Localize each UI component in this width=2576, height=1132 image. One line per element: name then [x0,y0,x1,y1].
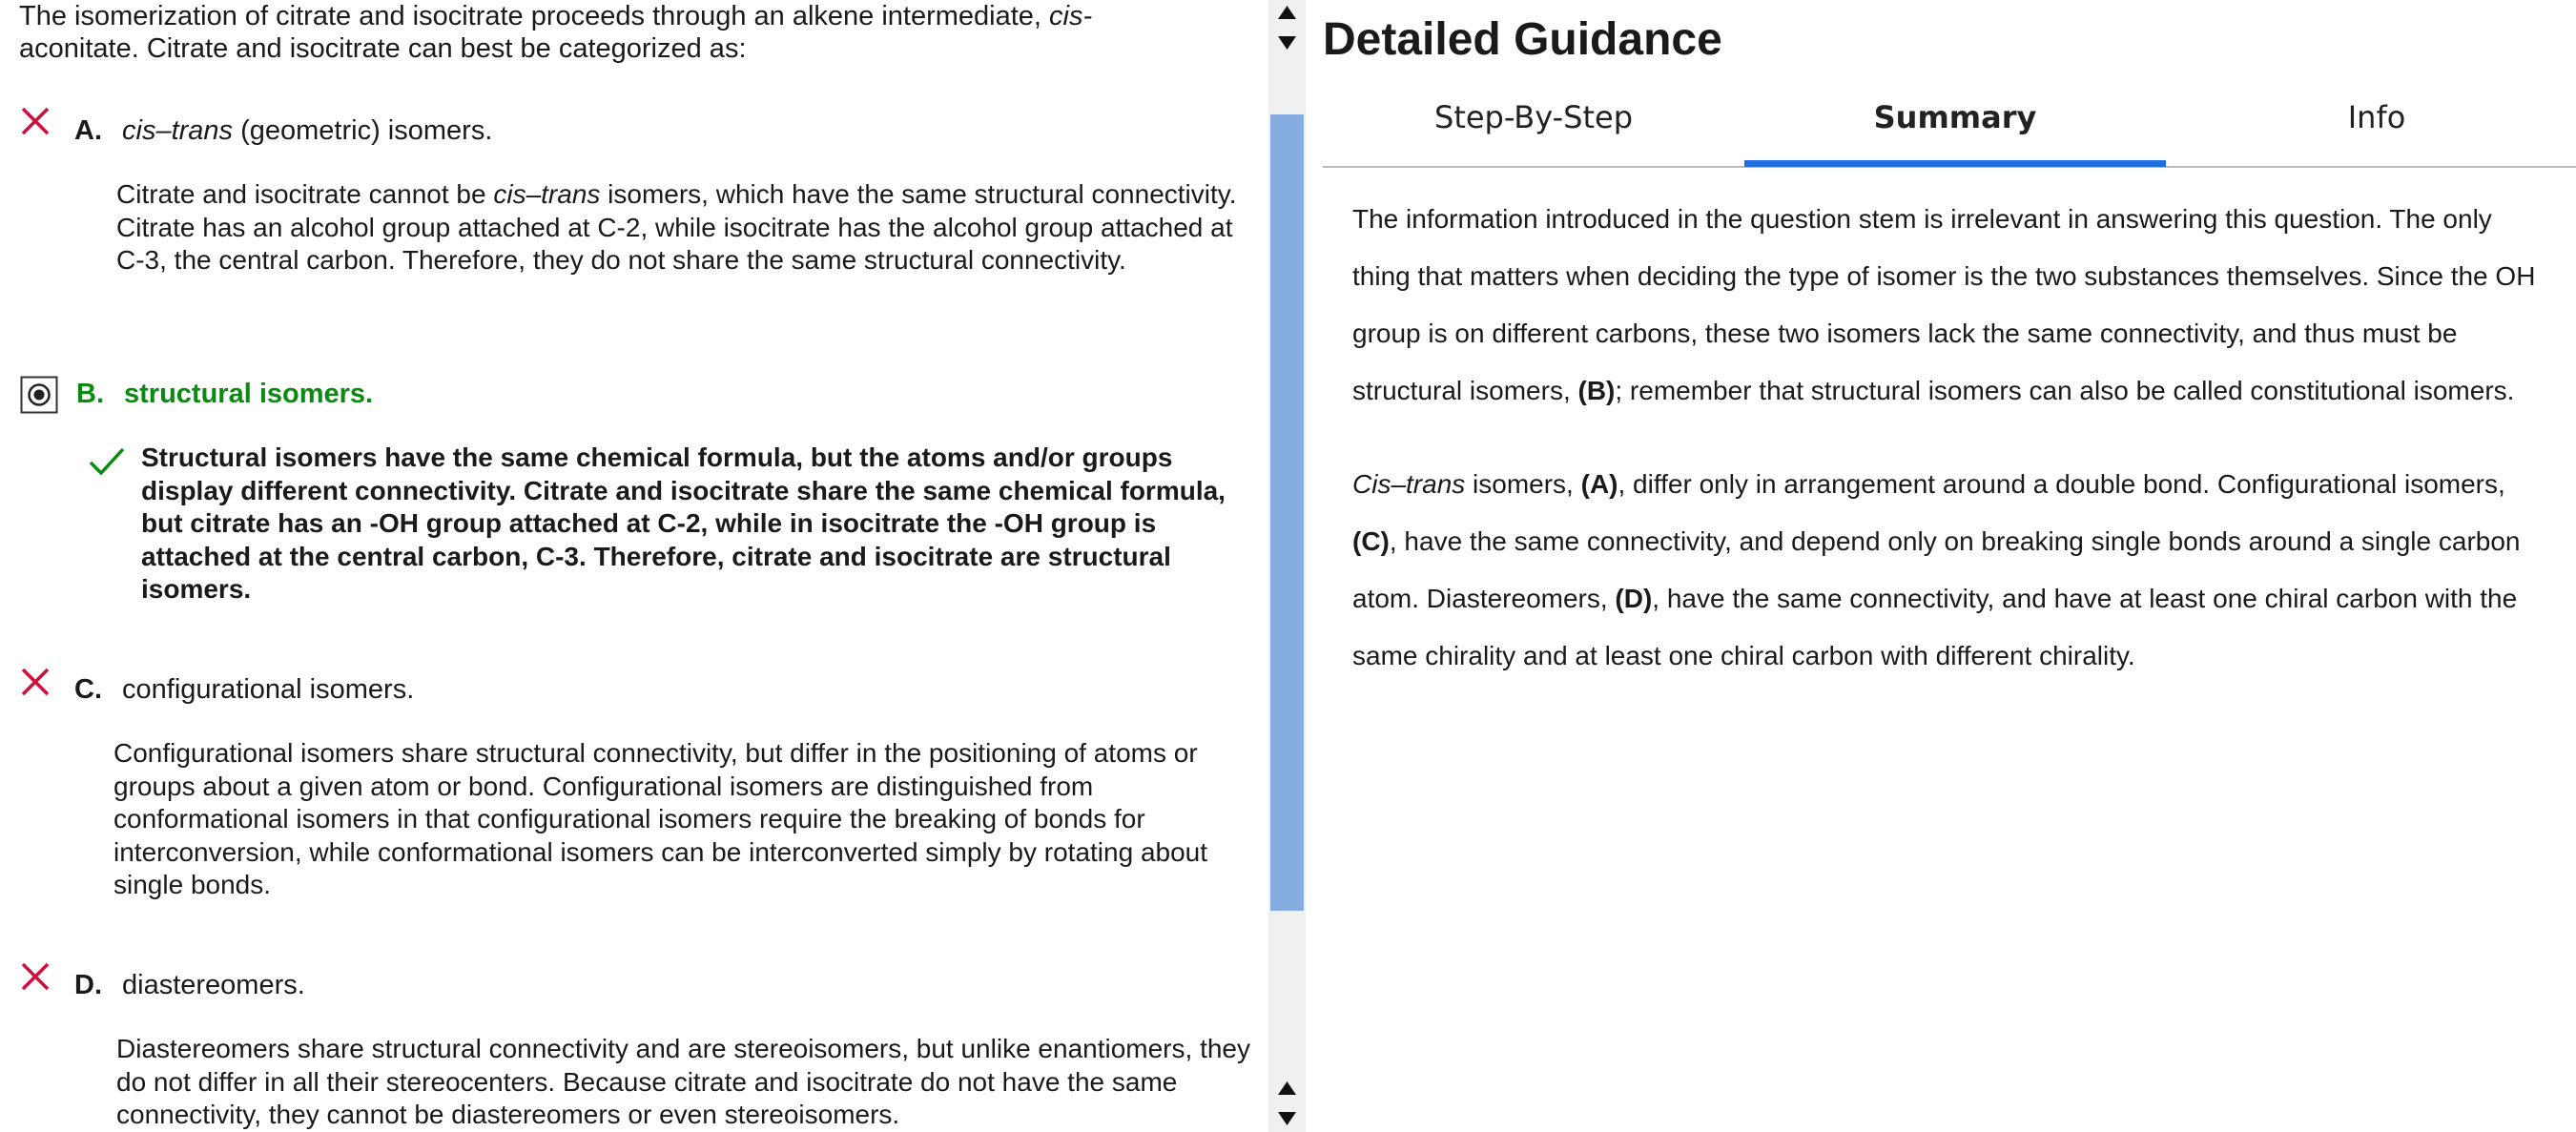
option-label: structural isomers. [124,379,374,409]
summary-text: , have the same connectivity, and have at least one chiral carbon with the same chirality and at least one chiral carbon with different chirality. [1352,584,2518,670]
option-letter: A. [74,115,102,146]
option-label-italic: cis–trans [122,115,234,146]
option-d-explanation: Diastereomers share structural connectivity and are stereoisomers, but unlike enantiomers, they do not differ in all their stereocenters. Because citrate and isocitrate do not have the same connectivity, they cannot be diastereomers or even stereoisomers. [116,1034,1250,1129]
triangle-up-icon[interactable] [1270,0,1304,27]
triangle-down-icon[interactable] [1270,29,1304,55]
question-panel [0,0,1268,1132]
x-icon [19,105,52,137]
stem-italic: cis- [1049,1,1093,31]
option-letter: C. [74,674,102,705]
summary-paragraph-1 [1352,191,2554,420]
summary-bold: (B) [1577,376,1616,405]
summary-text: The information introduced in the question stem is irrelevant in answering this question. The only thing that matters when deciding the type of isomer is the two substances themselves. Since the OH group is on different carbons, these two isomers lack the same connectivity, and thus must be structural isomers, [1352,204,2536,405]
explanation-text: Citrate and isocitrate cannot be [116,179,494,209]
option-letter: D. [74,970,102,1000]
scroll-thumb[interactable] [1270,114,1304,911]
summary-paragraph-2 [1352,456,2554,685]
x-icon [19,960,52,993]
summary-bold: (A) [1580,469,1618,499]
scrollbar[interactable] [1268,0,1306,1132]
triangle-down-icon[interactable] [1270,1104,1304,1131]
summary-bold: (D) [1615,584,1653,613]
option-letter: B. [76,379,104,409]
summary-text: , have the same connectivity, and depend only on breaking single bonds around a single carbon atom. Diastereomers, [1352,526,2521,613]
tab-step-by-step[interactable]: Step-By-Step [1434,99,1633,135]
stem-text-2: aconitate. Citrate and isocitrate can best be categorized as: [19,33,747,64]
option-label-rest: (geometric) isomers. [233,115,493,146]
option-label: configurational isomers. [122,674,415,705]
summary-text: , differ only in arrangement around a double bond. Configurational isomers, [1618,469,2505,499]
option-label [122,115,492,147]
guidance-panel [1306,0,2576,1132]
tab-info[interactable]: Info [2347,99,2406,135]
x-icon [19,666,52,698]
guidance-tabs [1323,88,2576,168]
checkmark-icon [88,446,126,477]
summary-text: ; remember that structural isomers can also be called constitutional isomers. [1615,376,2515,405]
radio-selected-icon [20,376,58,414]
explanation-text: isomers, which have the same structural connectivity. Citrate has an alcohol group attached at C-2, while isocitrate has the alcohol group attached at C-3, the central carbon. Therefore, they do not share the same structural connectivity. [116,179,1237,275]
triangle-up-icon[interactable] [1270,1076,1304,1102]
summary-text: isomers, [1465,469,1581,499]
summary-content [1352,191,2554,721]
summary-italic: Cis–trans [1352,469,1466,499]
stem-text-1: The isomerization of citrate and isocitrate proceeds through an alkene intermediate, [19,1,1050,31]
question-stem [19,0,1221,65]
option-a-explanation [116,178,1261,278]
option-b-explanation: Structural isomers have the same chemical formula, but the atoms and/or groups display different connectivity. Citrate and isocitrate share the same chemical formula, but citrate has an -OH group attached at C-2, while in isocitrate the -OH group is attached at the central carbon, C-3. Therefore, citrate and isocitrate are structural isomers. [141,443,1226,604]
option-c-explanation: Configurational isomers share structural connectivity, but differ in the positioning of atoms or groups about a given atom or bond. Configurational isomers are distinguished from conformational isomers in that configurational isomers require the breaking of bonds for interconversion, while conformational isomers can be interconverted simply by rotating about single bonds. [113,738,1208,899]
option-label: diastereomers. [122,970,305,1000]
explanation-italic: cis–trans [493,179,601,209]
tab-summary[interactable]: Summary [1744,88,2166,166]
guidance-title: Detailed Guidance [1323,14,1722,65]
summary-bold: (C) [1352,526,1390,556]
